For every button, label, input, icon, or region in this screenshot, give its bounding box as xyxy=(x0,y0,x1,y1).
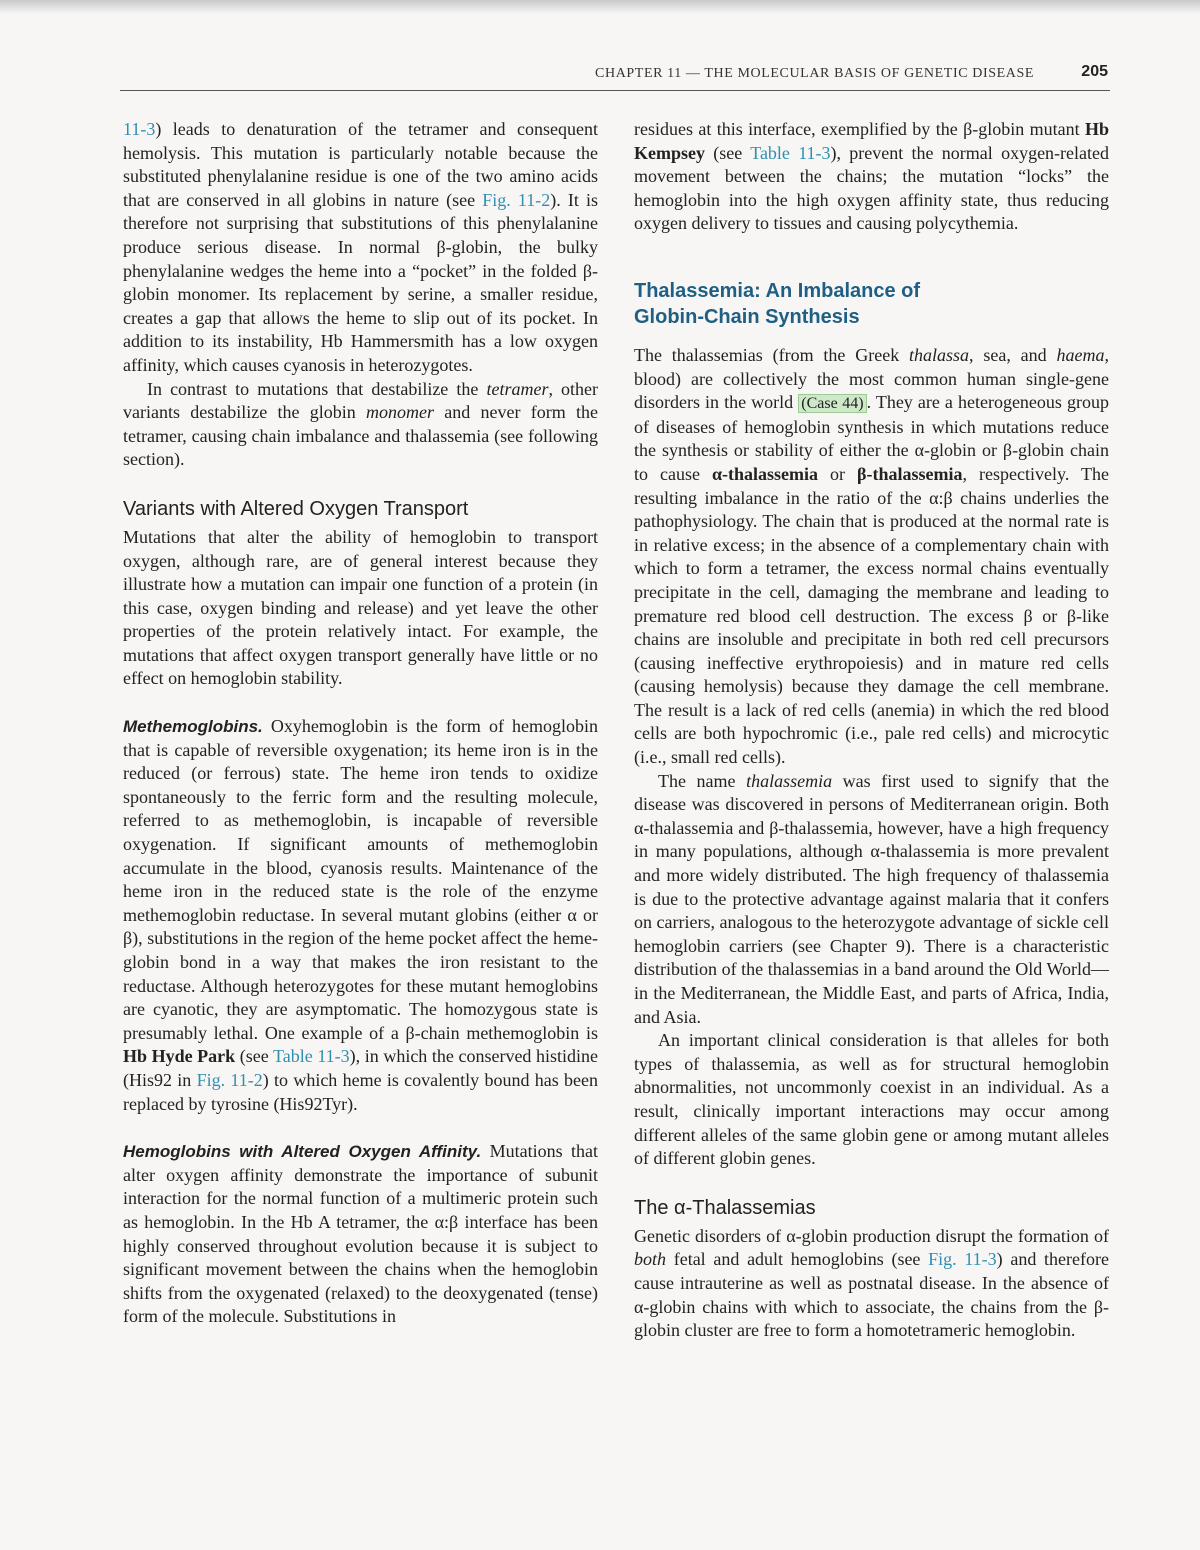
runin-methemoglobins: Methemoglobins. xyxy=(123,717,263,737)
paragraph-altered-oxygen-affinity: Hemoglobins with Altered Oxygen Affinity. Mutations that alter oxygen affinity demonstrate the importance of subunit interaction for the normal function of a multimeric protein such as hemoglobin. In the Hb A tetramer, the α:β interface has been highly conserved throughout evolution because it is subject to significant movement between the chains when the hemoglobin shifts from the oxygenated (relaxed) to the deoxygenated (tense) form of the molecule. Substitutions in xyxy=(123,1141,598,1327)
heading-alpha-thalassemias: The α-Thalassemias xyxy=(634,1196,816,1219)
paragraph-oxygen-transport: Mutations that alter the ability of hemoglobin to transport oxygen, although rare, are of general interest because they illustrate how a mutation can impair one function of a protein (in this case, oxygen binding and release) and yet leave the other properties of the protein relatively intact. For example, the mutations that affect oxygen transport generally have little or no effect on hemoglobin stability. xyxy=(123,526,598,689)
running-header xyxy=(120,62,1110,91)
xref-fig-11-3[interactable]: Fig. 11-3 xyxy=(928,1249,997,1270)
heading-variants-oxygen-transport: Variants with Altered Oxygen Transport xyxy=(123,497,469,520)
scan-top-shadow xyxy=(0,0,1200,14)
running-title: CHAPTER 11 — THE MOLECULAR BASIS OF GENETIC DISEASE xyxy=(595,66,1034,81)
paragraph-hb-kempsey: residues at this interface, exemplified by the β-globin mutant Hb Kempsey (see Table 11-3), prevent the normal oxygen-related movement between the chains; the mutation “locks” the hemoglobin into the high oxygen affinity state, thus reducing oxygen delivery to tissues and causing polycythemia. xyxy=(634,119,1110,234)
right-column xyxy=(634,118,1109,1343)
paragraph-thalassemias-intro: The thalassemias (from the Greek thalassa, sea, and haema, blood) are collectively the most common human single-gene disorders in the world (Case 44) . They are a heterogeneous group of diseases of hemoglobin synthesis in which mutations reduce the synthesis or stability of either the α-globin or β-globin chain to cause α-thalassemia or β-thalassemia, respectively. The resulting imbalance in the ratio of the α:β chains underlies the pathophysiology. The chain that is produced at the normal rate is in relative excess; in the absence of a complementary chain with which to form a tetramer, the excess normal chains eventually precipitate in the cell, damaging the membrane and leading to premature red blood cell destruction. The excess β or β-like chains are insoluble and precipitate in both red cell precursors (causing ineffective erythropoiesis) and in mature red cells (causing hemolysis) because they damage the cell membrane. The result is a lack of red cells (anemia) in which the red blood cells are both hypochromic (i.e., pale red cells) and microcytic (i.e., small red cells). xyxy=(634,344,1109,768)
xref-fig-11-2[interactable]: Fig. 11-2 xyxy=(196,1069,263,1090)
left-column xyxy=(123,118,598,1329)
paragraph-thalassemia-name: The name thalassemia was first used to signify that the disease was discovered in persons of Mediterranean origin. Both α-thalassemia and β-thalassemia, however, have a high frequency in many populations, although α-thalassemia is more prevalent and more widely distributed. The high frequency of thalassemia is due to the protective advantage against malaria that it confers on carriers, analogous to the heterozygote advantage of sickle cell hemoglobin carriers (see Chapter 9). There is a characteristic distribution of the thalassemias in a band around the Old World—in the Mediterranean, the Middle East, and parts of Africa, India, and Asia. xyxy=(634,770,1110,1027)
xref-table-11-3[interactable]: 11-3 xyxy=(123,119,156,139)
paragraph-monomer-variants: In contrast to mutations that destabilize the tetramer, other variants destabilize the globin monomer and never form the tetramer, causing chain imbalance and thalassemia (see following section). xyxy=(123,378,599,470)
paragraph-methemoglobins: Methemoglobins. Oxyhemoglobin is the form of hemoglobin that is capable of reversible oxygenation; its heme iron is in the reduced (or ferrous) state. The heme iron tends to oxidize spontaneously to the ferric form and the resulting molecule, referred to as methemoglobin, is incapable of reversible oxygenation. If significant amounts of methemoglobin accumulate in the blood, cyanosis results. Maintenance of the heme iron in the reduced state is the role of the enzyme methemoglobin reductase. In several mutant globins (either α or β), substitutions in the region of the heme pocket affect the heme-globin bond in a way that makes the iron resistant to the reductase. Although heterozygotes for these mutant hemoglobins are cyanotic, they are asymptomatic. The homozygous state is presumably lethal. One example of a β-chain methemoglobin is Hb Hyde Park (see Table 11-3), in which the conserved histidine (His92 in Fig. 11-2) to which heme is covalently bound has been replaced by tyrosine (His92Tyr). xyxy=(123,716,599,1114)
xref-fig-11-2[interactable]: Fig. 11-2 xyxy=(482,189,551,210)
paragraph-alpha-globin-disorders: Genetic disorders of α-globin production disrupt the formation of both fetal and adult hemoglobins (see Fig. 11-3) and therefore cause intrauterine as well as postnatal disease. In the absence of α-globin chains with which to associate, the chains from the β-globin cluster are free to form a homotetrameric hemoglobin. xyxy=(634,1225,1109,1341)
page-number: 205 xyxy=(1081,63,1108,80)
xref-table-11-3[interactable]: Table 11-3 xyxy=(750,142,831,163)
xref-table-11-3[interactable]: Table 11-3 xyxy=(273,1046,350,1067)
case-44-badge[interactable]: (Case 44) xyxy=(798,394,866,413)
paragraph-clinical-consideration: An important clinical consideration is that alleles for both types of thalassemia, as well as for structural hemoglobin abnormalities, not uncommonly coexist in an individual. As a result, clinically important interactions may occur among different alleles of the same globin gene or among mutant alleles of different globin genes. xyxy=(634,1030,1109,1169)
runin-altered-affinity: Hemoglobins with Altered Oxygen Affinity. xyxy=(123,1142,482,1162)
paragraph-hb-hammersmith: 11-3) leads to denaturation of the tetramer and consequent hemolysis. This mutation is particularly notable because the substituted phenylalanine residue is one of the two amino acids that are conserved in all globins in nature (see Fig. 11-2). It is therefore not surprising that substitutions of this phenylalanine produce serious disease. In normal β-globin, the bulky phenylalanine wedges the heme into a “pocket” in the folded β-globin monomer. Its replacement by serine, a smaller residue, creates a gap that allows the heme to slip out of its pocket. In addition to its instability, Hb Hammersmith has a low oxygen affinity, which causes cyanosis in heterozygotes. xyxy=(123,119,599,375)
heading-thalassemia: Thalassemia: An Imbalance of Globin-Chain Synthesis xyxy=(634,279,921,328)
